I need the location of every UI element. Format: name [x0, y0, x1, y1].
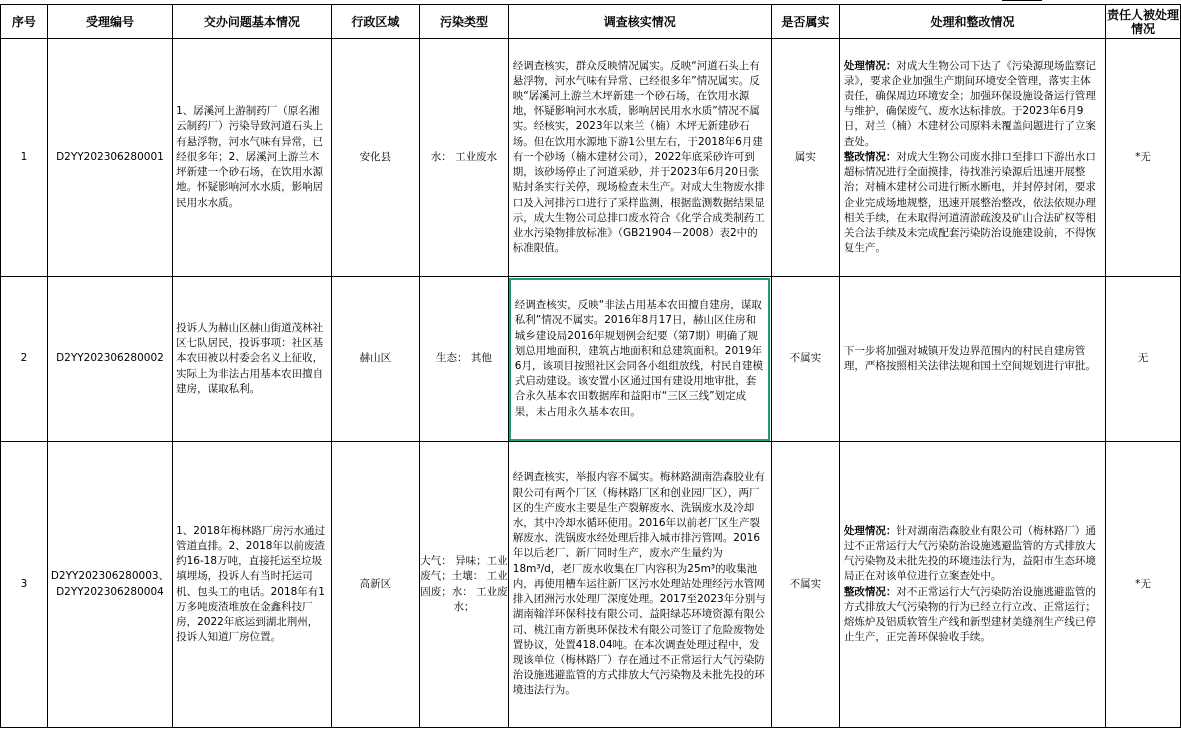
table-row [1, 442, 1181, 728]
cell-is-true[interactable]: 不属实 [771, 277, 839, 442]
cell-accountability[interactable]: *无 [1106, 39, 1181, 277]
cell-district[interactable]: 赫山区 [331, 277, 419, 442]
cell-investigation[interactable]: 经调查核实，举报内容不属实。梅林路湖南浩森胶业有限公司有两个厂区（梅林路厂区和创业园厂区），两厂区的生产废水主要是生产裂解废水、洗锅废水及冷却水，其中冷却水循环使用。2016年以前老厂区生产裂解废水、洗锅废水经处理后排入城市排污管网。2016年以后老厂、新厂同时生产，废水产生量约为18m³/d，老厂废水收集在厂内容积为25m³的收集池内，再使用槽车运往新厂区污水处理站处理经污水管网排入团洲污水处理厂深度处理。2017至2023年分别与湖南翰洋环保科技有限公司、益阳绿芯环境资源有限公司、桃江南方新奥环保技术有限公司签订了危险废物处置协议，处置418.04吨。在本次调查处理过程中，发现该单位（梅林路厂）存在通过不正常运行大气污染防治设施逃避监管的方式排放大气污染物及未批先投的环境违法行为。 [508, 442, 771, 728]
header-investigation: 调查核实情况 [508, 5, 771, 39]
cell-pollution-type[interactable]: 生态： 其他 [420, 277, 509, 442]
cell-investigation-selected[interactable]: 经调查核实，反映“非法占用基本农田擅自建房，谋取私利”情况不属实。2016年8月17日，赫山区住房和城乡建设局2016年规划例会纪要（第7期）明确了规划总用地面积，建筑占地面积和总建筑面积。2019年6月，该项目按照社区会同各小组组放线，村民自建模式启动建设。该安置小区通过国有建设用地审批，套合永久基本农田数据库和益阳市“三区三线”划定成果，未占用永久基本农田。 [508, 277, 771, 442]
header-accountability: 责任人被处理情况 [1106, 5, 1181, 39]
handling-text: 对成大生物公司下达了《污染源现场监察记录》，要求企业加强生产期间环境安全管理，落实主体责任，确保周边环境安全；加强环保设施设备运行管理与维护，确保废气、废水达标排放。于2023年6月9日，对兰（楠）木建材公司原料未覆盖问题进行了立案查处。 [843, 59, 1096, 148]
handling-text: 针对湖南浩森胶业有限公司（梅林路厂）通过不正常运行大气污染防治设施逃避监管的方式排放大气污染物及未批先投的环境违法行为，益阳市生态环境局正在对该单位进行立案查处中。 [843, 524, 1096, 583]
cell-seq[interactable]: 3 [1, 442, 48, 728]
cell-accountability[interactable]: 无 [1106, 277, 1181, 442]
header-issue: 交办问题基本情况 [173, 5, 332, 39]
header-row [1, 5, 1181, 39]
header-handling: 处理和整改情况 [839, 5, 1105, 39]
cell-accept-no[interactable]: D2YY202306280003、D2YY202306280004 [47, 442, 172, 728]
cell-accept-no[interactable]: D2YY202306280001 [47, 39, 172, 277]
handling-label: 处理情况： [843, 59, 897, 72]
cell-pollution-type[interactable]: 水： 工业废水 [420, 39, 509, 277]
cell-handling[interactable] [839, 39, 1105, 277]
cell-is-true[interactable]: 不属实 [771, 442, 839, 728]
cell-handling[interactable]: 下一步将加强对城镇开发边界范围内的村民自建房管理，严格按照相关法律法规和国土空间规划进行审批。 [839, 277, 1105, 442]
cell-issue[interactable]: 1、孱溪河上游制药厂（原名湘云制药厂）污染导致河道石头上有悬浮物，河水气味有异常，已经很多年；2、孱溪河上游兰木坪新建一个砂石场，在饮用水源地。怀疑影响河水水质，影响居民用水水质。 [173, 39, 332, 277]
rectification-label: 整改情况： [843, 585, 897, 598]
header-district: 行政区域 [331, 5, 419, 39]
table-row [1, 39, 1181, 277]
cell-pollution-type[interactable]: 大气： 异味；工业废气；土壤： 工业固废；水： 工业废水； [420, 442, 509, 728]
cell-seq[interactable]: 2 [1, 277, 48, 442]
cell-is-true[interactable]: 属实 [771, 39, 839, 277]
cell-issue[interactable]: 1、2018年梅林路厂房污水通过管道直排。2、2018年以前废渣约16-18万吨，直接托运至垃圾填埋场，投诉人有当时托运司机、包头工的电话。2018年有1万多吨废渣堆放在金鑫科技厂房，2022年底运到湖北荆州，投诉人知道厂房位置。 [173, 442, 332, 728]
rectification-text: 对不正常运行大气污染防治设施逃避监管的方式排放大气污染物的行为已经立行立改、正常运行；熔炼炉及铝质软管生产线和新型建材美缝剂生产线已停止生产，正完善环保验收手续。 [843, 585, 1096, 644]
cell-accept-no[interactable]: D2YY202306280002 [47, 277, 172, 442]
handling-label: 处理情况： [843, 524, 897, 537]
rectification-label: 整改情况： [843, 150, 897, 163]
cell-issue[interactable]: 投诉人为赫山区赫山街道茂林社区七队居民，投诉事项：社区基本农田被以村委会名义上征收，实际上为非法占用基本农田擅自建房，谋取私利。 [173, 277, 332, 442]
cell-accountability[interactable]: *无 [1106, 442, 1181, 728]
cell-district[interactable]: 安化县 [331, 39, 419, 277]
cell-district[interactable]: 高新区 [331, 442, 419, 728]
header-is-true: 是否属实 [771, 5, 839, 39]
cell-seq[interactable]: 1 [1, 39, 48, 277]
complaint-table [0, 4, 1181, 728]
cell-investigation[interactable]: 经调查核实，群众反映情况属实。反映“河道石头上有悬浮物，河水气味有异常、已经很多年”情况属实。反映“孱溪河上游兰木坪新建一个砂石场，在饮用水源地，怀疑影响河水水质，影响居民用水水质”情况不属实。经核实，2023年以来兰（楠）木坪无新建砂石场。但在饮用水源地下游1公里左右，于2018年6月建有一个砂场（楠木建材公司），2022年底采砂许可到期，该砂场停止了河道采砂，并于2023年6月20日张贴封条实行关停，现场检查未生产。对成大生物废水排口及入河排污口进行了采样监测，根据监测数据结果显示，成大生物公司总排口废水符合《化学合成类制药工业水污染物排放标准》（GB21904－2008）表2中的标准限值。 [508, 39, 771, 277]
table-row [1, 277, 1181, 442]
rectification-text: 对成大生物公司废水排口至排口下游出水口超标情况进行全面摸排，待找准污染源后迅速开展整治；对楠木建材公司进行断水断电，并封停封闭，要求企业完成场地规整，迅速开展整治整改，依法依规办理相关手续，在未取得河道清淤疏浚及矿山合法矿权等相关合法手续及未完成配套污染防治设施建设前，不得恢复生产。 [843, 150, 1096, 255]
header-pollution-type: 污染类型 [420, 5, 509, 39]
header-seq: 序号 [1, 5, 48, 39]
header-accept-no: 受理编号 [47, 5, 172, 39]
cell-handling[interactable] [839, 442, 1105, 728]
top-edge-line [1002, 0, 1042, 3]
